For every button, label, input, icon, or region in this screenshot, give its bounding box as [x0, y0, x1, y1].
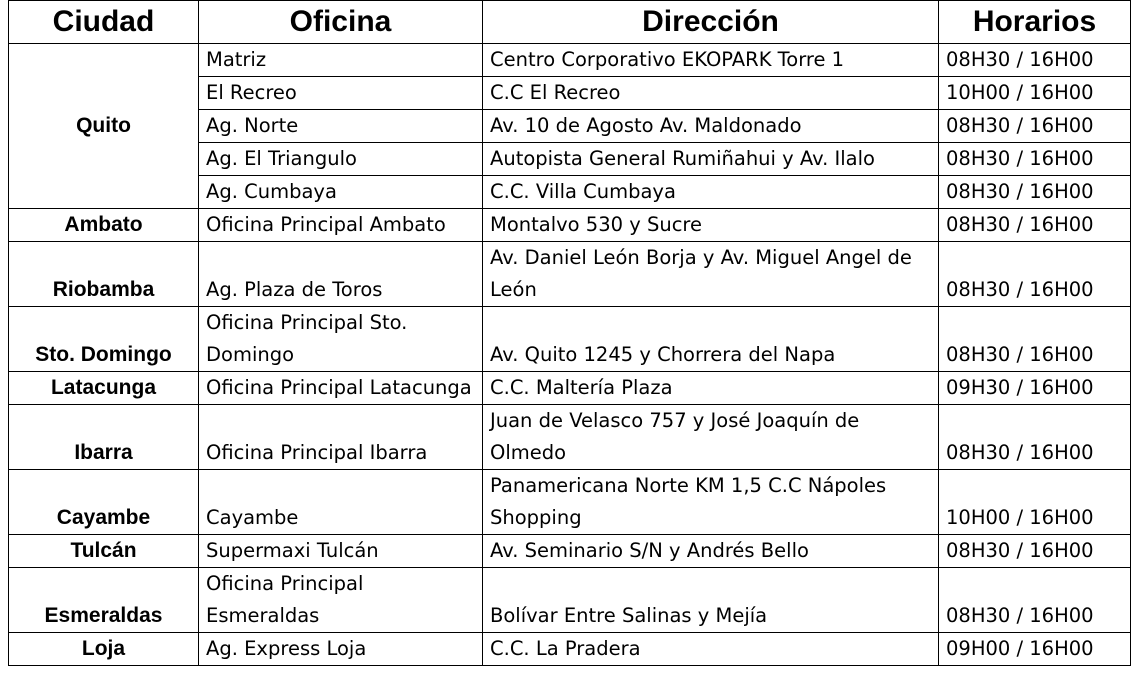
table-body: [9, 44, 1131, 666]
office-cell: Oficina Principal Latacunga: [199, 372, 483, 405]
hours-cell: 08H30 / 16H00: [939, 307, 1131, 372]
table-row: [9, 470, 1131, 535]
address-cell: Juan de Velasco 757 y José Joaquín de Olmedo: [483, 405, 939, 470]
header-row: [9, 1, 1131, 44]
city-cell: Latacunga: [9, 372, 199, 405]
table-row: [9, 44, 1131, 77]
office-cell: Ag. Norte: [199, 110, 483, 143]
address-cell: Av. 10 de Agosto Av. Maldonado: [483, 110, 939, 143]
table-row: [9, 242, 1131, 307]
hours-cell: 09H30 / 16H00: [939, 372, 1131, 405]
city-cell: Ibarra: [9, 405, 199, 470]
address-cell: Av. Quito 1245 y Chorrera del Napa: [483, 307, 939, 372]
address-cell: C.C El Recreo: [483, 77, 939, 110]
hours-cell: 09H00 / 16H00: [939, 633, 1131, 666]
table-row: [9, 405, 1131, 470]
city-cell: Quito: [9, 44, 199, 209]
table-row: [9, 568, 1131, 633]
city-cell: Loja: [9, 633, 199, 666]
address-cell: Centro Corporativo EKOPARK Torre 1: [483, 44, 939, 77]
office-cell: Ag. Cumbaya: [199, 176, 483, 209]
office-cell: Oficina Principal Sto. Domingo: [199, 307, 483, 372]
header-address: Dirección: [483, 1, 939, 44]
office-cell: Oficina Principal Ambato: [199, 209, 483, 242]
address-cell: C.C. La Pradera: [483, 633, 939, 666]
address-cell: C.C. Villa Cumbaya: [483, 176, 939, 209]
header-office: Oficina: [199, 1, 483, 44]
header-city: Ciudad: [9, 1, 199, 44]
address-cell: Bolívar Entre Salinas y Mejía: [483, 568, 939, 633]
address-cell: Montalvo 530 y Sucre: [483, 209, 939, 242]
hours-cell: 10H00 / 16H00: [939, 470, 1131, 535]
header-hours: Horarios: [939, 1, 1131, 44]
address-cell: Av. Daniel León Borja y Av. Miguel Angel de León: [483, 242, 939, 307]
hours-cell: 08H30 / 16H00: [939, 405, 1131, 470]
hours-cell: 08H30 / 16H00: [939, 568, 1131, 633]
address-cell: Av. Seminario S/N y Andrés Bello: [483, 535, 939, 568]
office-cell: Oficina Principal Esmeraldas: [199, 568, 483, 633]
hours-cell: 08H30 / 16H00: [939, 242, 1131, 307]
table-row: [9, 307, 1131, 372]
table-header: [9, 1, 1131, 44]
table-row: [9, 535, 1131, 568]
address-cell: Panamericana Norte KM 1,5 C.C Nápoles Shopping: [483, 470, 939, 535]
office-cell: Ag. El Triangulo: [199, 143, 483, 176]
table-row: [9, 372, 1131, 405]
city-cell: Riobamba: [9, 242, 199, 307]
office-cell: Ag. Express Loja: [199, 633, 483, 666]
office-cell: Oficina Principal Ibarra: [199, 405, 483, 470]
office-cell: Ag. Plaza de Toros: [199, 242, 483, 307]
city-cell: Cayambe: [9, 470, 199, 535]
hours-cell: 08H30 / 16H00: [939, 110, 1131, 143]
office-cell: Matriz: [199, 44, 483, 77]
city-cell: Esmeraldas: [9, 568, 199, 633]
city-cell: Tulcán: [9, 535, 199, 568]
address-cell: Autopista General Rumiñahui y Av. Ilalo: [483, 143, 939, 176]
hours-cell: 08H30 / 16H00: [939, 143, 1131, 176]
table-row: [9, 209, 1131, 242]
office-cell: El Recreo: [199, 77, 483, 110]
city-cell: Ambato: [9, 209, 199, 242]
hours-cell: 08H30 / 16H00: [939, 535, 1131, 568]
hours-cell: 08H30 / 16H00: [939, 44, 1131, 77]
table-row: [9, 633, 1131, 666]
city-cell: Sto. Domingo: [9, 307, 199, 372]
address-cell: C.C. Maltería Plaza: [483, 372, 939, 405]
hours-cell: 08H30 / 16H00: [939, 176, 1131, 209]
hours-cell: 08H30 / 16H00: [939, 209, 1131, 242]
office-cell: Cayambe: [199, 470, 483, 535]
offices-table: [8, 0, 1131, 666]
hours-cell: 10H00 / 16H00: [939, 77, 1131, 110]
office-cell: Supermaxi Tulcán: [199, 535, 483, 568]
